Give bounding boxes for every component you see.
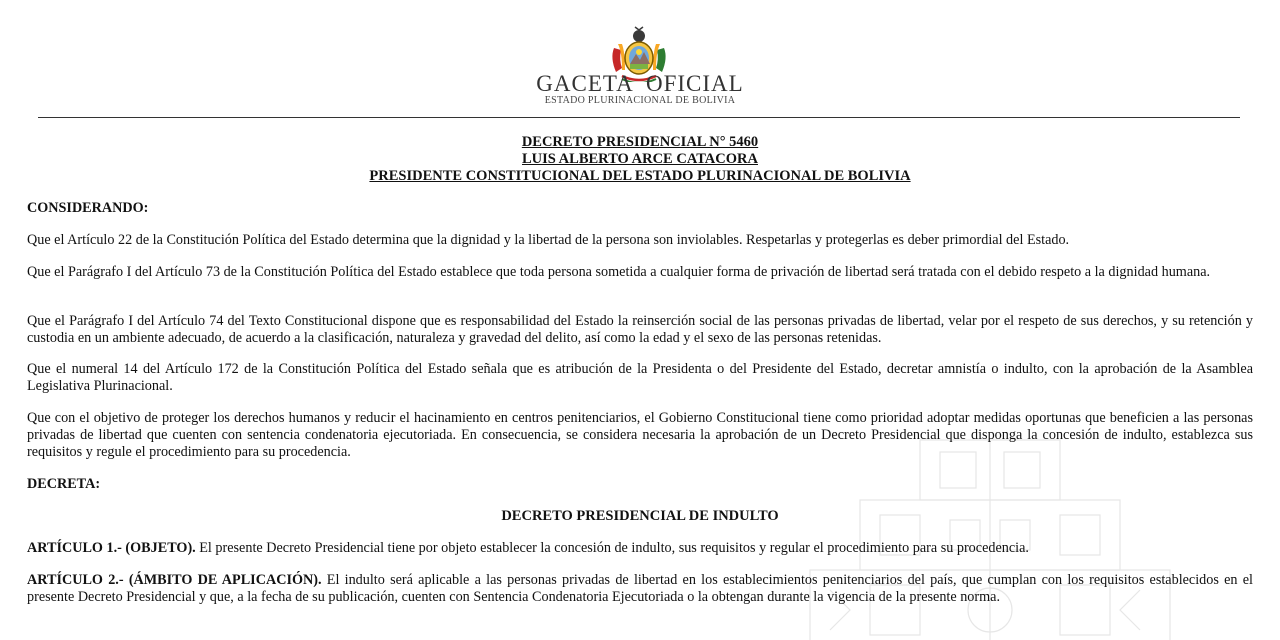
article-label: ARTÍCULO 2.- (ÁMBITO DE APLICACIÓN).: [27, 572, 322, 588]
considerando-paragraph: Que el numeral 14 del Artículo 172 de la Constitución Política del Estado señala que es atribución de la Presidenta o del Presidente del Estado, decretar amnistía o indulto, con la aprobación de la Asamblea Legislativa Plurinacional.: [27, 361, 1253, 394]
decreta-heading: DECRETA:: [27, 476, 101, 492]
considerando-paragraph: Que el Parágrafo I del Artículo 74 del Texto Constitucional dispone que es responsabilidad del Estado la reinserción social de las personas privadas de libertad, velar por el respeto de sus derechos, y su retención y custodia en un ambiente adecuado, de acuerdo a la clasificación, naturaleza y gravedad del delito, así como la edad y el sexo de las personas retenidas.: [27, 313, 1253, 346]
gazette-title: GACETA OFICIAL: [536, 71, 744, 96]
considerando-paragraph: Que el Artículo 22 de la Constitución Política del Estado determina que la dignidad y la libertad de la persona son inviolables. Respetarlas y protegerlas es deber primordial del Estado.: [27, 232, 1070, 248]
considerando-heading: CONSIDERANDO:: [27, 200, 149, 216]
article-2: [27, 572, 1253, 606]
president-name: LUIS ALBERTO ARCE CATACORA: [522, 151, 758, 167]
gazette-header: [0, 22, 1280, 112]
watermark-pattern: [800, 430, 1180, 640]
header-divider: [38, 117, 1240, 118]
considerando-paragraph: Que el Parágrafo I del Artículo 73 de la Constitución Política del Estado establece que toda persona sometida a cualquier forma de privación de libertad será tratada con el debido respeto a la dignidad humana.: [27, 264, 1211, 280]
decree-title: [0, 134, 1280, 185]
decree-subheading: DECRETO PRESIDENCIAL DE INDULTO: [501, 508, 779, 524]
article-label: ARTÍCULO 1.- (OBJETO).: [27, 540, 196, 556]
gazette-subtitle: ESTADO PLURINACIONAL DE BOLIVIA: [544, 95, 736, 106]
decree-number: DECRETO PRESIDENCIAL N° 5460: [521, 134, 759, 150]
article-1: [27, 540, 1253, 557]
president-title: PRESIDENTE CONSTITUCIONAL DEL ESTADO PLURINACIONAL DE BOLIVIA: [369, 168, 911, 184]
considerando-paragraph: Que con el objetivo de proteger los derechos humanos y reducir el hacinamiento en centros penitenciarios, el Gobierno Constitucional tiene como prioridad adoptar medidas oportunas que beneficien a las personas privadas de libertad que cuenten con sentencia condenatoria ejecutoriada. En consecuencia, se considera necesaria la aprobación de un Decreto Presidencial que disponga la concesión de indulto, establezca sus requisitos y regule el procedimiento para su procedencia.: [27, 410, 1253, 460]
article-text: El indulto será aplicable a las personas privadas de libertad en los establecimientos penitenciarios del país, que cumplan con los requisitos establecidos en el presente Decreto Presidencial y que, a la fecha de su publicación, cuenten con Sentencia Condenatoria Ejecutoriada o la obtengan durante la vigencia de la presente norma.: [27, 572, 1253, 605]
article-text: El presente Decreto Presidencial tiene por objeto establecer la concesión de indulto, sus requisitos y regular el procedimiento para su procedencia.: [195, 540, 1029, 556]
